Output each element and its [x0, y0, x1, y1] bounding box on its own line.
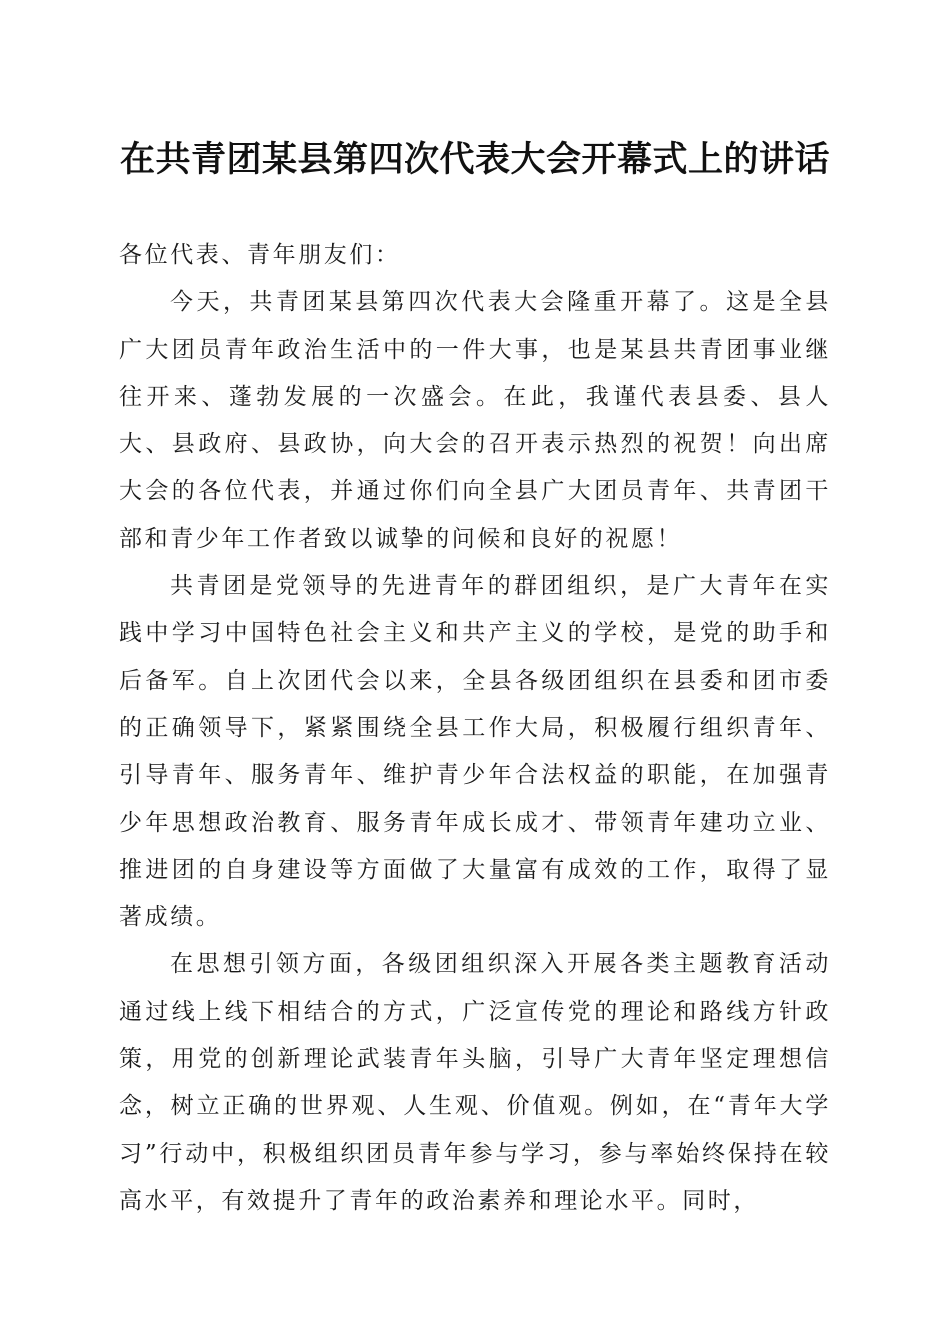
paragraph-league-role: 共青团是党领导的先进青年的群团组织，是广大青年在实践中学习中国特色社会主义和共产主义的学校，是党的助手和后备军。自上次团代会以来，全县各级团组织在县委和团市委的正确领导下，紧紧围绕全县工作大局，积极履行组织青年、引导青年、服务青年、维护青少年合法权益的职能，在加强青少年思想政治教育、服务青年成长成才、带领青年建功立业、推进团的自身建设等方面做了大量富有成效的工作，取得了显著成绩。 — [119, 573, 831, 931]
document-body — [119, 232, 831, 1225]
paragraph-opening: 今天，共青团某县第四次代表大会隆重开幕了。这是全县广大团员青年政治生活中的一件大事，也是某县共青团事业继往开来、蓬勃发展的一次盛会。在此，我谨代表县委、县人大、县政府、县政协，向大会的召开表示热烈的祝贺！向出席大会的各位代表，并通过你们向全县广大团员青年、共青团干部和青少年工作者致以诚挚的问候和良好的祝愿！ — [119, 289, 831, 552]
salutation: 各位代表、青年朋友们： — [119, 242, 401, 268]
document-title: 在共青团某县第四次代表大会开幕式上的讲话 — [119, 139, 830, 180]
paragraph-ideological-guidance: 在思想引领方面，各级团组织深入开展各类主题教育活动通过线上线下相结合的方式，广泛宣传党的理论和路线方针政策，用党的创新理论武装青年头脑，引导广大青年坚定理想信念，树立正确的世界观、人生观、价值观。例如，在“青年大学习”行动中，积极组织团员青年参与学习，参与率始终保持在较高水平，有效提升了青年的政治素养和理论水平。同时， — [119, 951, 831, 1214]
